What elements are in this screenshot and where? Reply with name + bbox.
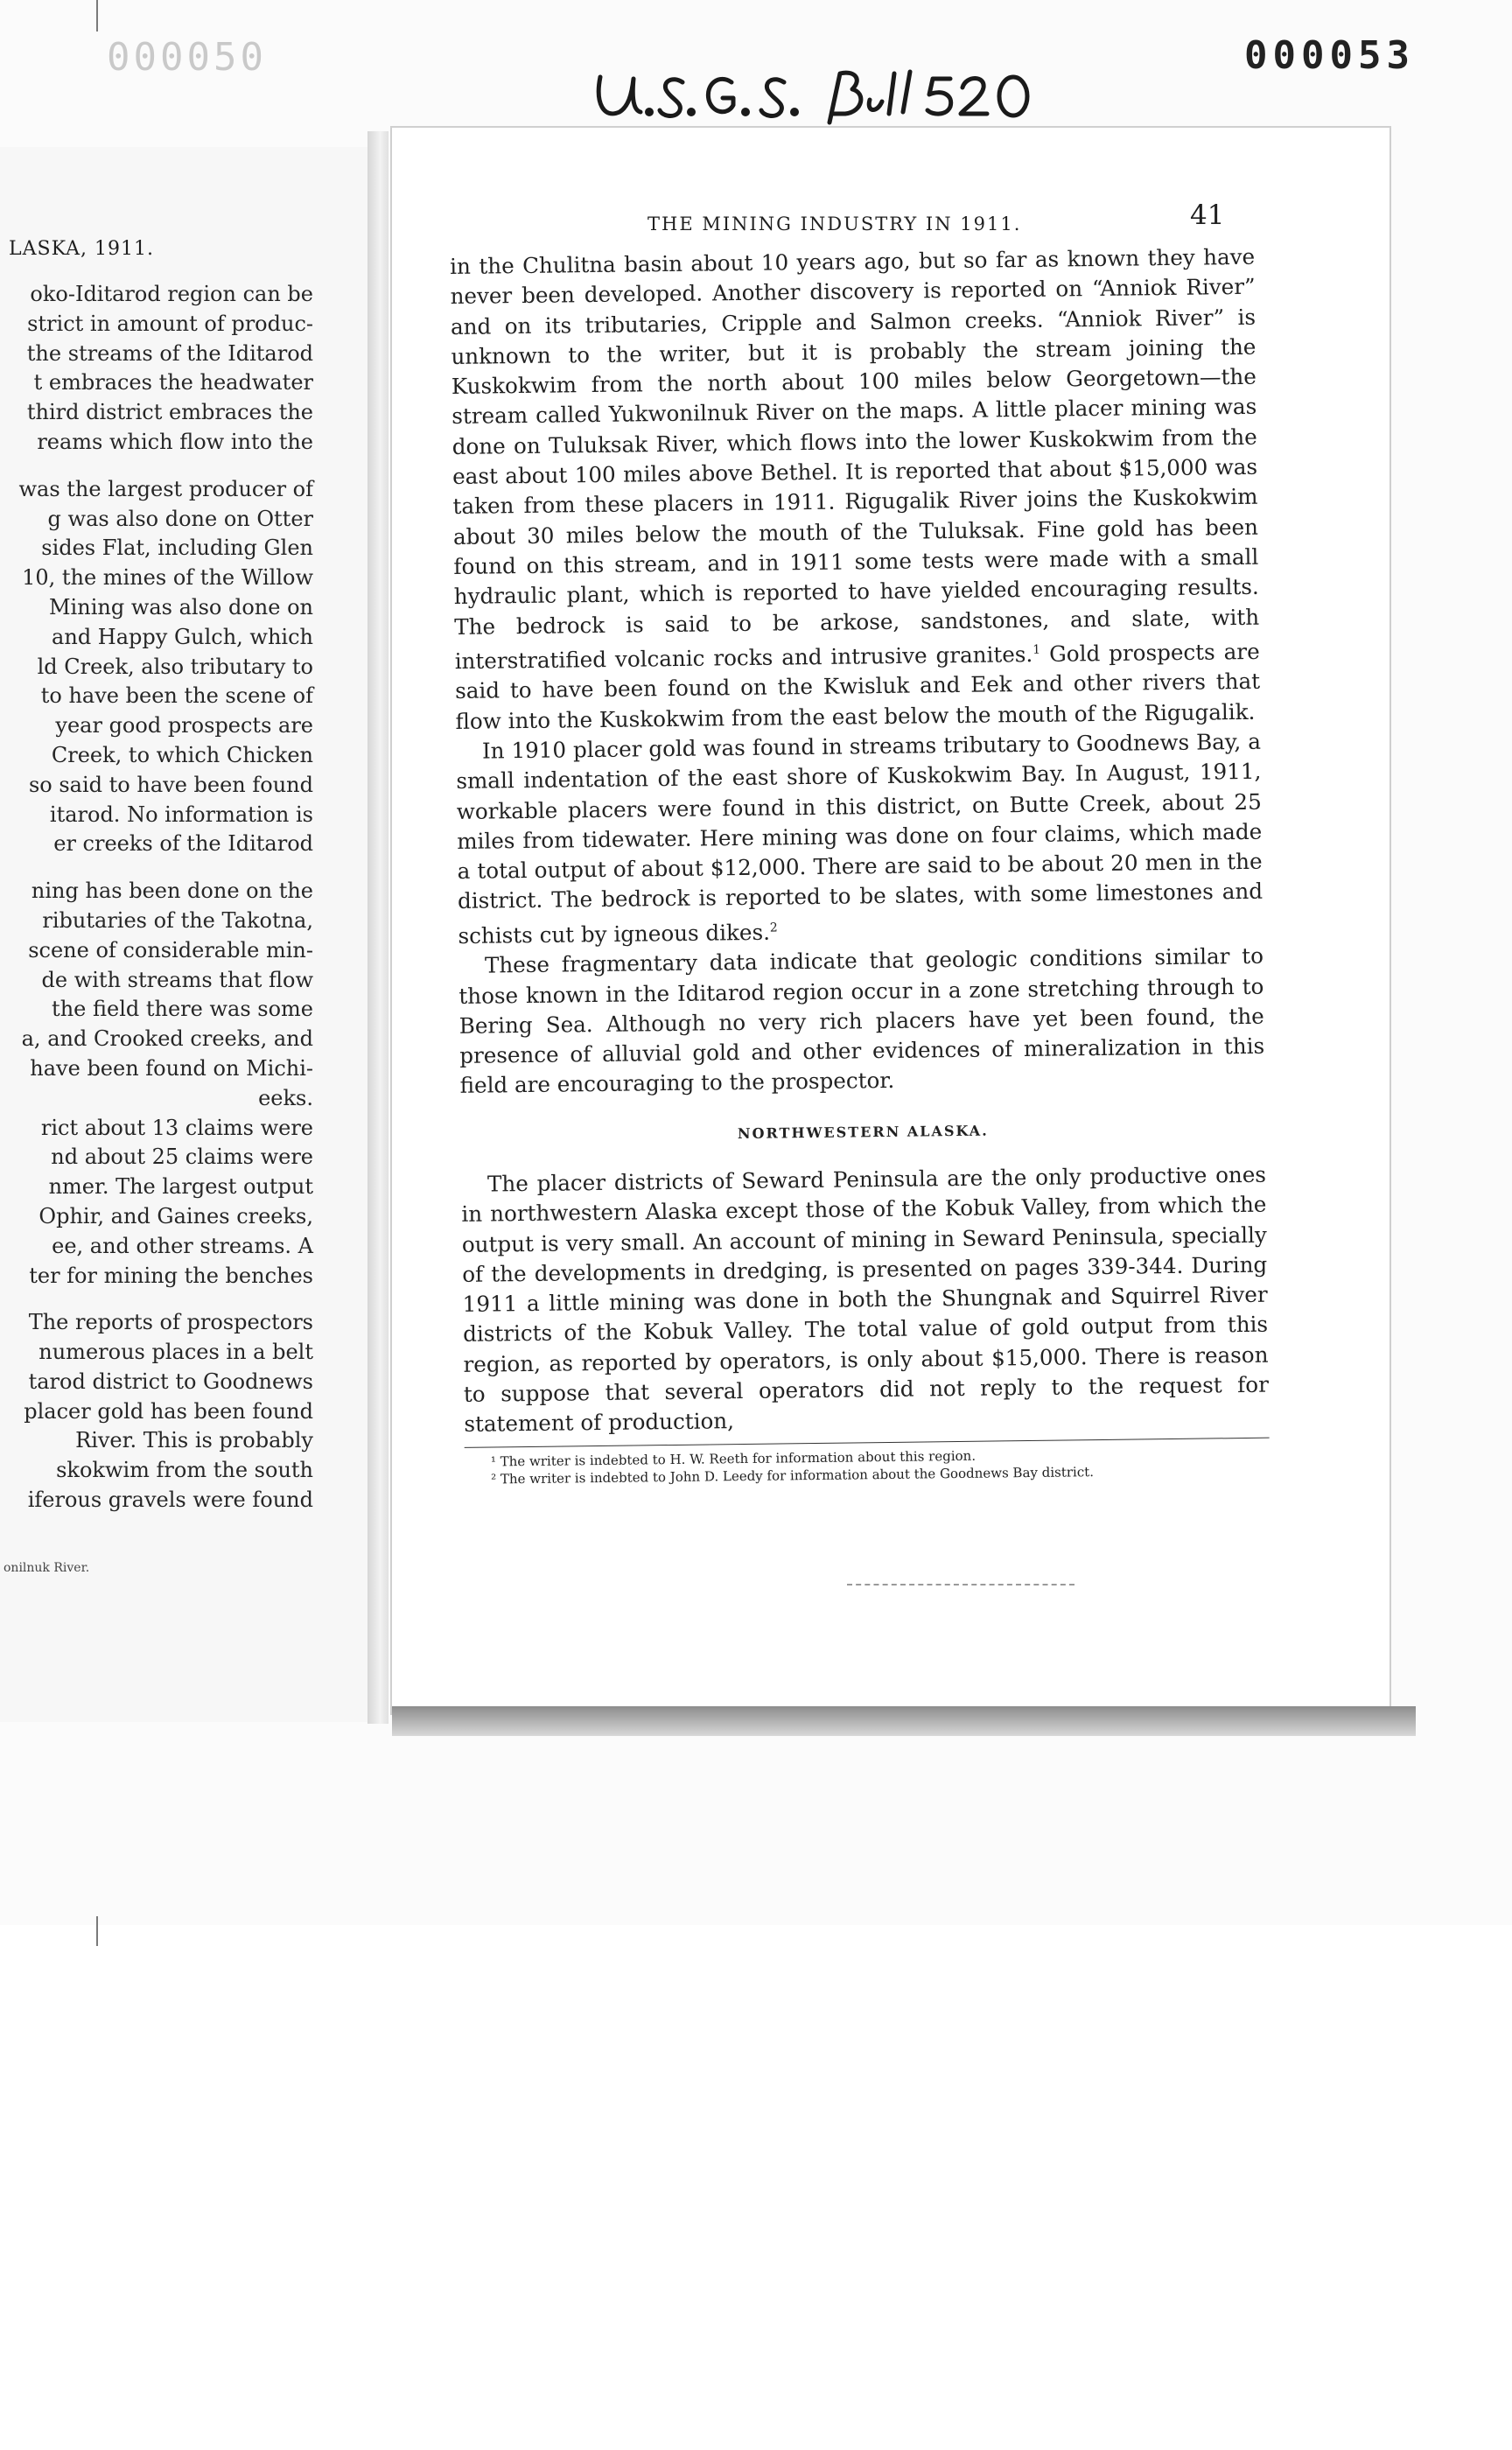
left-line: year good prospects are bbox=[55, 713, 313, 738]
left-line: oko-Iditarod region can be bbox=[30, 282, 313, 306]
left-line: de with streams that flow bbox=[41, 967, 313, 992]
left-line: so said to have been found bbox=[28, 772, 313, 797]
left-line: have been found on Michi- bbox=[30, 1055, 313, 1081]
left-line: eeks. bbox=[258, 1085, 313, 1110]
paragraph bbox=[450, 242, 1261, 737]
paragraph: These fragmentary data indicate that geologic conditions similar to those known in the Iditarod region occur in a zone stretching through to Bering Sea. Although no very rich placers have yet been found, the presence of alluvial gold and other evidences of mineralization in this field are encouraging to the prospector. bbox=[458, 942, 1265, 1099]
paragraph bbox=[456, 727, 1264, 951]
left-line: ning has been done on the bbox=[31, 878, 313, 904]
paragraph-text: in the Chulitna basin about 10 years ago, but so far as known they have never been developed. Another discovery is reported on “Anniok River” and on its tributaries, Cripple and Salmon creeks. “Anniok River” is unknown to the writer, but it is probably the stream joining the Kuskokwim from the north about 100 miles below Georgetown—the stream called Yukwonilnuk River on the maps. A little placer mining was done on Tuluksak River, which flows into the lower Kuskokwim from the east about 100 miles above Bethel. It is reported that about $15,000 was taken from these placers in 1911. Rigugalik River joins the Kuskokwim about 30 miles below the mouth of the Tuluksak. Fine gold has been found on this stream, and in 1911 some tests were made with a small hydraulic plant, which is reported to have yielded encouraging results. The bedrock is said to be arkose, sandstones, and slate, with interstratified volcanic rocks and intrusive granites. bbox=[450, 243, 1260, 675]
stamp-number: 000053 bbox=[1244, 33, 1415, 78]
left-line: er creeks of the Iditarod bbox=[53, 831, 313, 857]
left-line: 10, the mines of the Willow bbox=[22, 565, 313, 591]
left-gap bbox=[0, 1291, 313, 1308]
left-line: ter for mining the benches bbox=[29, 1263, 313, 1288]
page-body bbox=[450, 242, 1270, 1488]
left-page-footnote: onilnuk River. bbox=[4, 1561, 90, 1575]
left-line: to have been the scene of bbox=[40, 683, 313, 709]
left-line: was the largest producer of bbox=[18, 476, 313, 501]
book-spine bbox=[368, 131, 388, 1724]
left-line: skokwim from the south bbox=[56, 1458, 313, 1483]
left-page-text bbox=[0, 280, 313, 1516]
left-gap bbox=[0, 859, 313, 877]
left-line: Creek, to which Chicken bbox=[51, 742, 313, 767]
running-header: THE MINING INDUSTRY IN 1911. bbox=[648, 214, 1022, 234]
footnote: ² The writer is indebted to John D. Leedy for information about the Goodnews Bay district. bbox=[491, 1463, 1095, 1488]
left-line: iferous gravels were found bbox=[27, 1488, 313, 1513]
left-line: g was also done on Otter bbox=[47, 506, 313, 531]
handwritten-annotation bbox=[592, 60, 1082, 138]
left-line: tarod district to Goodnews bbox=[28, 1368, 313, 1394]
left-line: ributaries of the Takotna, bbox=[42, 907, 313, 933]
scan-mark bbox=[847, 1584, 1074, 1587]
left-line: placer gold has been found bbox=[24, 1398, 313, 1424]
left-line: River. This is probably bbox=[75, 1428, 313, 1453]
left-line: a, and Crooked creeks, and bbox=[21, 1026, 313, 1052]
faded-stamp-number: 000050 bbox=[107, 35, 267, 80]
left-line: ee, and other streams. A bbox=[52, 1233, 313, 1258]
left-line: reams which flow into the bbox=[37, 429, 313, 454]
left-page-header: LASKA, 1911. bbox=[9, 238, 154, 260]
left-line: the field there was some bbox=[52, 997, 313, 1022]
footnote-marker: 1 bbox=[1032, 642, 1041, 657]
left-line: nd about 25 claims were bbox=[51, 1144, 313, 1170]
left-line: Ophir, and Gaines creeks, bbox=[38, 1203, 313, 1228]
left-edge-mark bbox=[96, 0, 98, 32]
paragraph-text: In 1910 placer gold was found in streams tributary to Goodnews Bay, a small indentation of the east shore of Kuskokwim Bay. In August, 1911, workable placers were found in this district, on Butte Creek, about 25 miles from tidewater. Here mining was done on four claims, which made a total output of about $12,000. There are said to be about 20 men in the district. The bedrock is reported to be slates, with some limestones and schists cut by igneous dikes. bbox=[456, 728, 1264, 948]
paragraph-text: Gold prospects are said to have been found on the Kwisluk and Eek and other rivers that flow into the Kuskokwim from the east below the mouth of the Rigugalik. bbox=[454, 638, 1261, 734]
page-edge-shadow bbox=[392, 1706, 1416, 1736]
right-page bbox=[392, 128, 1390, 1713]
left-line: rict about 13 claims were bbox=[40, 1115, 313, 1140]
left-line: and Happy Gulch, which bbox=[52, 624, 313, 649]
left-line: The reports of prospectors bbox=[28, 1310, 313, 1335]
paragraph: The placer districts of Seward Peninsula are the only productive ones in northwestern Alaska except those of the Kobuk Valley, from which the output is very small. An account of mining in Seward Peninsula, specially of the developments in dredging, is presented on pages 339-344. During 1911 a little mining was done in both the Shungnak and Squirrel River districts of the Kobuk Valley. The total value of gold output from this region, as reported by operators, is only about $15,000. There is reason to suppose that several operators did not reply to the request for statement of production, bbox=[461, 1161, 1270, 1438]
left-gap bbox=[0, 458, 313, 475]
left-page bbox=[0, 147, 371, 1722]
page-number: 41 bbox=[1190, 200, 1225, 231]
left-line: third district embraces the bbox=[26, 400, 313, 425]
left-line: numerous places in a belt bbox=[38, 1340, 313, 1365]
left-line: nmer. The largest output bbox=[48, 1174, 313, 1200]
left-line: strict in amount of produc- bbox=[27, 311, 313, 336]
bottom-edge-mark bbox=[96, 1916, 98, 1946]
left-line: Mining was also done on bbox=[48, 594, 313, 620]
left-line: scene of considerable min- bbox=[28, 937, 313, 962]
footnote: ¹ The writer is indebted to H. W. Reeth for information about this region. bbox=[490, 1447, 976, 1470]
footnote-marker: 2 bbox=[769, 920, 778, 935]
left-line: ld Creek, also tributary to bbox=[37, 654, 313, 679]
left-line: t embraces the headwater bbox=[33, 370, 313, 396]
section-heading: NORTHWESTERN ALASKA. bbox=[737, 1122, 989, 1142]
left-line: itarod. No information is bbox=[49, 802, 313, 827]
left-line: the streams of the Iditarod bbox=[26, 340, 313, 366]
left-line: sides Flat, including Glen bbox=[41, 536, 313, 561]
